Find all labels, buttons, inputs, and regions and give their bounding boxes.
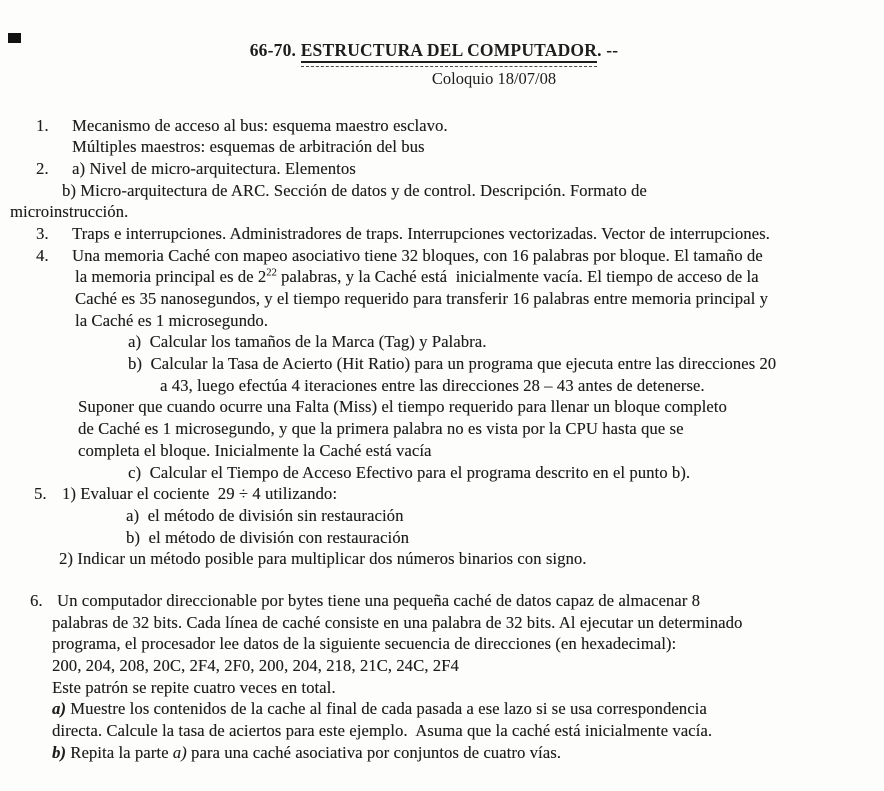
text-line <box>0 440 884 462</box>
text-segment: Muestre los contenidos de la cache al final de cada pasada a ese lazo si se usa correspondencia <box>66 699 707 719</box>
list-marker: 6. <box>30 590 43 610</box>
document-subtitle: Coloquio 18/07/08 <box>431 68 557 88</box>
list-marker: 4. <box>36 245 49 265</box>
text-line <box>0 462 884 484</box>
text-segment: la memoria principal es de 2 <box>75 267 267 287</box>
text-segment: Este patrón se repite cuatro veces en total. <box>52 677 336 697</box>
title-suffix: . -- <box>597 40 619 60</box>
list-marker: 1. <box>36 115 49 135</box>
text-segment: directa. Calcule la tasa de aciertos para este ejemplo. Asuma que la caché está inicialmente vacía. <box>52 721 713 741</box>
text-segment: c) Calcular el Tiempo de Acceso Efectivo para el programa descrito en el punto b). <box>128 462 691 482</box>
text-segment: a) Calcular los tamaños de la Marca (Tag) y Palabra. <box>128 332 487 352</box>
title-text: ESTRUCTURA DEL COMPUTADOR <box>301 42 597 63</box>
text-segment: microinstrucción. <box>10 202 129 222</box>
text-line <box>0 331 884 353</box>
text-segment: b) Calcular la Tasa de Acierto (Hit Ratio) para un programa que ejecuta entre las direcciones 20 <box>128 354 777 374</box>
text-segment: de Caché es 1 microsegundo, y que la primera palabra no es vista por la CPU hasta que se <box>78 419 684 439</box>
text-line <box>0 136 884 158</box>
text-segment: 200, 204, 208, 20C, 2F4, 2F0, 200, 204, 218, 21C, 24C, 2F4 <box>52 656 459 675</box>
text-line <box>0 115 884 137</box>
text-line <box>0 655 884 677</box>
text-line <box>0 288 884 310</box>
text-segment: a) <box>52 699 67 719</box>
text-line <box>0 310 884 332</box>
text-line <box>0 353 884 375</box>
text-line <box>0 698 884 720</box>
text-line <box>0 158 884 180</box>
text-line <box>0 245 884 267</box>
text-segment: 1) Evaluar el cociente 29 ÷ 4 utilizando: <box>62 484 338 504</box>
text-segment: b) <box>52 742 67 762</box>
text-line <box>0 742 884 764</box>
text-line <box>0 223 884 245</box>
document-header <box>0 0 884 89</box>
text-segment: completa el bloque. Inicialmente la Caché está vacía <box>78 440 432 460</box>
text-line <box>0 266 884 288</box>
list-marker: 3. <box>36 223 49 243</box>
text-segment: b) Micro-arquitectura de ARC. Sección de datos y de control. Descripción. Formato de <box>62 180 647 200</box>
text-segment: para una caché asociativa por conjuntos de cuatro vías. <box>186 742 562 762</box>
text-segment: la Caché es 1 microsegundo. <box>75 310 269 330</box>
text-segment: Una memoria Caché con mapeo asociativo tiene 32 bloques, con 16 palabras por bloque. El tamaño de <box>72 245 763 265</box>
title-underline <box>301 42 597 67</box>
text-segment: Un computador direccionable por bytes tiene una pequeña caché de datos capaz de almacenar 8 <box>57 590 701 610</box>
text-line <box>0 633 884 655</box>
text-segment: Suponer que cuando ocurre una Falta (Miss) el tiempo requerido para llenar un bloque completo <box>78 397 727 417</box>
text-segment: a) Nivel de micro-arquitectura. Elementos <box>72 158 356 178</box>
text-line <box>0 527 884 549</box>
text-segment: Caché es 35 nanosegundos, y el tiempo requerido para transferir 16 palabras entre memoria principal y <box>75 289 768 308</box>
text-segment: a) <box>172 742 187 762</box>
text-segment: Traps e interrupciones. Administradores de traps. Interrupciones vectorizadas. Vector de interrupciones. <box>72 223 770 243</box>
text-segment: programa, el procesador lee datos de la siguiente secuencia de direcciones (en hexadecimal): <box>52 634 677 654</box>
text-line <box>0 201 884 223</box>
text-segment: b) el método de división con restauración <box>126 527 409 547</box>
text-line <box>0 590 884 612</box>
text-line <box>0 180 884 202</box>
text-segment: Múltiples maestros: esquemas de arbitración del bus <box>72 137 425 157</box>
text-line <box>0 548 884 570</box>
text-line <box>0 505 884 527</box>
text-segment: palabras de 32 bits. Cada línea de caché consiste en una palabra de 32 bits. Al ejecutar un determinado <box>52 612 743 632</box>
text-line <box>0 720 884 742</box>
text-line <box>0 612 884 634</box>
text-segment: palabras, y la Caché está inicialmente vacía. El tiempo de acceso de la <box>276 267 759 287</box>
text-segment: Repita la parte <box>66 742 173 762</box>
document-title <box>0 40 876 67</box>
text-line <box>0 483 884 505</box>
text-segment: 22 <box>266 267 277 279</box>
title-course-code: 66-70. <box>249 40 301 60</box>
text-line <box>0 418 884 440</box>
text-line <box>0 375 884 397</box>
text-segment: 2) Indicar un método posible para multiplicar dos números binarios con signo. <box>59 549 587 569</box>
list-marker: 2. <box>36 158 49 178</box>
text-segment: Mecanismo de acceso al bus: esquema maestro esclavo. <box>72 115 448 135</box>
list-marker: 5. <box>34 484 47 504</box>
text-segment: a 43, luego efectúa 4 iteraciones entre las direcciones 28 – 43 antes de detenerse. <box>160 375 705 395</box>
text-line <box>0 677 884 699</box>
document-body <box>0 115 884 764</box>
text-segment: a) el método de división sin restauración <box>126 505 404 525</box>
text-line <box>0 396 884 418</box>
